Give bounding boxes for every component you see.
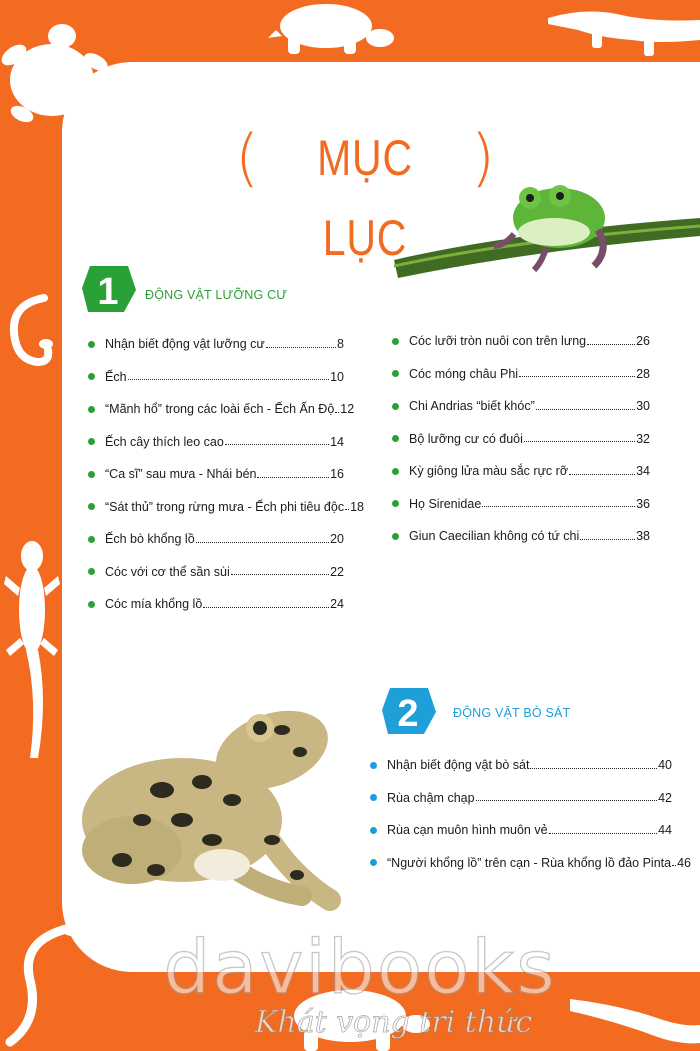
dot-leader [519,376,635,377]
toc-entry-title: Giun Caecilian không có tứ chi [409,529,580,544]
toc-entry-title: Cóc móng châu Phi [409,366,519,381]
dot-leader [335,412,339,413]
dot-leader [530,768,657,769]
bullet-icon [88,471,95,478]
bullet-icon [392,338,399,345]
toc-entry-title: Kỳ giông lửa màu sắc rực rỡ [409,464,569,479]
dot-leader [231,574,329,575]
toc-entry[interactable] [392,423,650,456]
toc-entry[interactable] [88,491,364,524]
right-parenthesis: ) [470,121,495,194]
toc-entry-title: Chi Andrias “biết khóc” [409,399,535,414]
dot-leader [672,865,676,866]
toc-entry-page: 34 [636,464,650,479]
toc-entry-page: 12 [340,402,355,417]
section-2-list [370,749,691,879]
bullet-icon [88,503,95,510]
toc-entry-title: “Sát thủ” trong rừng mưa - Ếch phi tiêu độc [105,499,345,514]
tree-frog-image [394,170,700,282]
bullet-icon [392,403,399,410]
dot-leader [524,441,635,442]
dot-leader [345,509,349,510]
snake-silhouette-icon [4,292,56,372]
toc-entry-title: Ếch [105,369,127,384]
dot-leader [476,800,658,801]
dot-leader [266,347,336,348]
toc-entry-page: 20 [330,532,344,547]
toc-entry[interactable] [370,847,691,880]
dot-leader [536,409,635,410]
section-1-title: ĐỘNG VẬT LƯỠNG CƯ [145,288,288,302]
dot-leader [580,539,635,540]
toc-entry-page: 32 [636,431,650,446]
toc-entry[interactable] [88,426,344,459]
section-1-left-list [88,328,364,621]
section-2-badge [380,684,438,738]
toc-entry[interactable] [88,361,344,394]
bullet-icon [88,341,95,348]
toc-entry[interactable] [88,328,344,361]
bullet-icon [370,827,377,834]
toc-entry-title: “Ca sĩ” sau mưa - Nhái bén [105,467,257,482]
toc-entry-title: Nhận biết động vật bò sát [387,758,530,773]
watermark-brand: davibooks [163,925,557,1011]
toc-entry-page: 36 [636,496,650,511]
toc-entry-page: 44 [658,823,672,838]
bullet-icon [370,859,377,866]
toc-entry-page: 10 [330,369,344,384]
toc-entry-page: 30 [636,399,650,414]
toc-entry[interactable] [88,393,355,426]
toc-entry[interactable] [392,325,650,358]
toc-entry-title: Rùa cạn muôn hình muôn vẻ [387,823,548,838]
dot-leader [587,344,635,345]
bullet-icon [88,406,95,413]
section-2-number: 2 [397,693,419,735]
bullet-icon [392,370,399,377]
bullet-icon [88,536,95,543]
toc-entry[interactable] [88,556,344,589]
toc-entry-title: Rùa chậm chạp [387,790,475,805]
toc-entry-page: 24 [330,597,344,612]
bullet-icon [88,601,95,608]
toc-entry-page: 26 [636,334,650,349]
bullet-icon [88,438,95,445]
dot-leader [482,506,635,507]
section-1-right-list [392,325,650,553]
toc-entry-title: Họ Sirenidae [409,496,482,511]
toc-entry-title: Cóc mía khổng lồ [105,597,203,612]
toc-entry-page: 8 [337,337,344,352]
dot-leader [128,379,330,380]
watermark-tagline: Khát vọng tri thức [255,1005,533,1040]
dot-leader [203,607,329,608]
dot-leader [569,474,635,475]
lizard-silhouette-icon [4,540,60,760]
toc-entry-page: 16 [330,467,344,482]
bullet-icon [392,435,399,442]
section-1-badge [80,262,138,316]
toc-entry-title: Cóc với cơ thể sần sùi [105,564,230,579]
leopard-frog-image [72,690,342,912]
toc-entry-title: Ếch cây thích leo cao [105,434,224,449]
page-title: MỤC LỤC [317,130,413,266]
crocodile-silhouette-icon [548,0,700,62]
toc-entry[interactable] [88,458,344,491]
toc-entry[interactable] [392,488,650,521]
toc-entry-title: “Mãnh hổ” trong các loài ếch - Ếch Ấn Độ [105,402,335,417]
toc-entry[interactable] [88,523,344,556]
toc-entry-title: “Người khổng lồ” trên cạn - Rùa khổng lồ đảo Pinta [387,855,672,870]
bullet-icon [392,533,399,540]
toc-entry-page: 46 [677,855,691,870]
toc-entry[interactable] [370,782,672,815]
bullet-icon [370,762,377,769]
bullet-icon [392,468,399,475]
toc-entry-page: 38 [636,529,650,544]
toc-entry[interactable] [370,749,672,782]
toc-entry[interactable] [370,814,672,847]
toc-entry-page: 28 [636,366,650,381]
bullet-icon [370,794,377,801]
bullet-icon [88,568,95,575]
toc-entry-title: Cóc lưỡi tròn nuôi con trên lưng [409,334,587,349]
toc-entry-page: 14 [330,434,344,449]
toc-entry[interactable] [392,455,650,488]
bullet-icon [88,373,95,380]
toc-entry[interactable] [392,390,650,423]
toc-entry-page: 18 [350,499,364,514]
dot-leader [257,477,329,478]
toc-entry[interactable] [88,588,344,621]
dot-leader [196,542,329,543]
dot-leader [225,444,329,445]
toc-entry-title: Bộ lưỡng cư có đuôi [409,431,523,446]
toc-entry-page: 42 [658,790,672,805]
toc-entry-page: 22 [330,564,344,579]
tortoise-silhouette-icon [268,0,398,62]
toc-entry-title: Ếch bò khổng lồ [105,532,195,547]
section-2-title: ĐỘNG VẬT BÒ SÁT [453,706,571,720]
toc-entry-page: 40 [658,758,672,773]
dot-leader [549,833,658,834]
section-1-number: 1 [97,271,119,313]
toc-entry-title: Nhận biết động vật lưỡng cư [105,337,265,352]
left-parenthesis: ( [235,121,260,194]
crocodile-silhouette-icon [570,985,700,1051]
toc-entry[interactable] [392,358,650,391]
bullet-icon [392,500,399,507]
toc-entry[interactable] [392,520,650,553]
